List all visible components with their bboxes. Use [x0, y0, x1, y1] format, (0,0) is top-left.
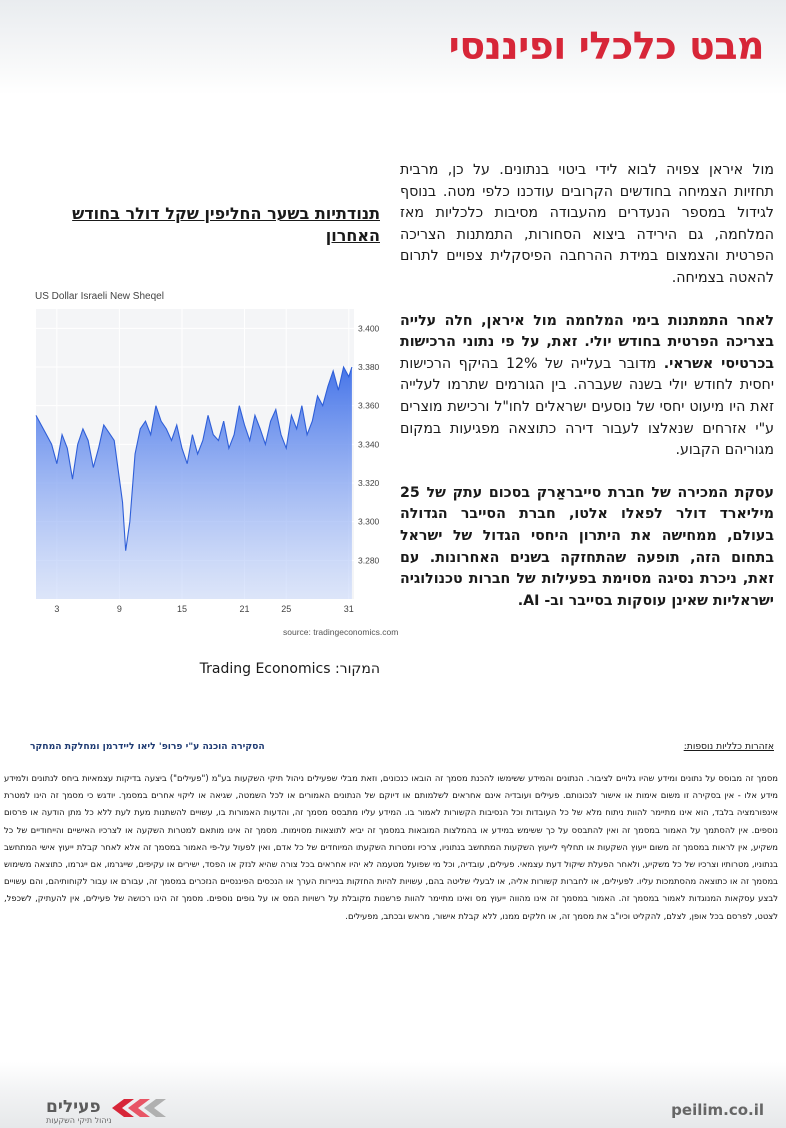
y-tick-label: 3.360 — [358, 400, 380, 411]
logo-chevron-icon — [112, 1099, 170, 1117]
article-paragraph-2-lead: לאחר התמתנות בימי המלחמה מול איראן, חלה עלייה בצריכה הפרטית בחודש יולי. זאת, על פי נתוני הרכישות בכרטיסי אשראי. — [400, 312, 775, 372]
x-tick-label: 3 — [54, 604, 60, 614]
y-tick-label: 3.400 — [358, 323, 380, 334]
peilim-logo[interactable] — [46, 1097, 176, 1125]
chart-source-label: המקור: Trading Economics — [199, 661, 380, 677]
prepared-by: הסקירה הוכנה ע"י פרופ' ליאו ליידרמן ומחלקת המחקר — [30, 741, 265, 752]
exchange-rate-chart — [30, 283, 399, 645]
x-tick-label: 9 — [116, 604, 122, 614]
logo-name: פעילים — [46, 1097, 101, 1117]
article-paragraph-2-body: מדובר בעלייה של 12% בהיקף הרכישות יחסית לחודש יולי בשנה שעברה. בין הגורמים שתרמו לעלייה זאת היו מיעוט יחסי של נוסעים ישראלים לחו"ל ורכישת מוצרים ע"י אזרחים שנאלצו לעבור דירה כתוצאה מפגיעות במקום מגוריהם הקבוע. — [400, 355, 774, 459]
article-paragraph-1: מול איראן צפויה לבוא לידי ביטוי בנתונים. על כן, מרבית תחזיות הצמיחה בחודשים הקרובים עודכנו כלפי מטה. בנוסף לגידול במספר הנעדרים מהעבודה מסיבות כלכליות מאז המלחמה, גם הירידה ביצוא הסחורות, התמתנות הצריכה הפרטית והצמצום במידת ההרחבה הפיסקלית צפויים לתרום להאטה בצמיחה. — [400, 162, 774, 286]
legal-disclaimer: מסמך זה מבוסס על נתונים ומידע שהיו גלויים לציבור. הנתונים והמידע ששימשו להכנת מסמך זה הובאו כנכונים, וזאת מבלי שפעילים ניהול תיקי השקעות בע"מ ("פעילים") ביצעה בדיקות עצמאיות ביחס לנתונים ולמידע מידע אלו - אין בסקירה זו משום אימות או אישור לנכונותם. פעילים ועובדיה אינם אחראים לשלמותם או דיוקם של הנתונים האמורים או לכל השמטה, שגיאה או ליקוי אחרים במסמך. יודגש כי מסמך זה הינו למטרת אינפורמציה בלבד, הוא אינו מתיימר להוות ניתוח מלא של כל העובדות וכל הנסיבות הקשורות לאמור בו. המידע עליו מתבסס מסמך זה, והדעות האמורות בו, עשויים להשתנות מעת לעת ללא כל מתן הודעה או פרסום נוספים. אין להסתמך על האמור במסמך זה ואין להתבסס על כך ששימש במידע או בהמלצות המובאות במסמך זה יביא לתוצאות מסוימות. מסמך זה אינו מותאם למטרות השקעה או לצרכיו האישיים והייחודיים של כל משקיע, אין לראות במסמך זה משום ייעוץ השקעות או תחליף לייעוץ השקעות המתחשב בנתוניו, צרכיו ומטרות השקעתו המיוחדים של כל אדם, ואין לפעול על-פי האמור במסמך זה אלא לאחר קבלת ייעוץ אישי המתחשב בנתוניו, מטרותיו וצרכיו של כל משקיע, ולאחר הפעלת שיקול דעת עצמאי. פעילים, עובדיה, וכל מי שפועל מטעמה לא יהיו אחראים בכל צורה שהיא לנזק או הפסד, ישירים או עקיפים, שייגרמו, אם ייגרמו, כתוצאה משימוש במסמך זה או כתוצאה מהסתמכות עליו. לפעילים, או לחברות קשורות אליה, או לבעלי שליטה בהם, עשויות להיות החזקות בניירות הערך או הנכסים הפיננסיים הנזכרים במסמך זה, עבורם או עבור לקוחותיהם, והם עשויים לבצע עסקאות המנוגדות לאמור במסמך זה. האמור במסמך זה אינו מהווה ייעוץ מס ואינו מתיימר להוות פרשנות מקובלת על רשויות המס או על גופים נוספים. מסמך זה הינו רכושה של פעילים, אין להעתיק, לשכפל, לצטט, לפרסם בכל אופן, לצלם, להקליט וכיו"ב את מסמך זה, או חלקים ממנו, ללא קבלת אישור, מראש ובכתב, מפעילים. — [4, 773, 778, 921]
logo-tagline: ניהול תיקי השקעות — [46, 1116, 112, 1125]
article-paragraph-3 — [400, 483, 774, 613]
disclaimers-link[interactable]: אזהרות כלליות נוספות: — [683, 741, 774, 752]
page-title: מבט כלכלי ופיננסי — [448, 24, 764, 68]
meta-row — [30, 741, 774, 757]
article-body — [400, 160, 774, 633]
y-tick-label: 3.320 — [358, 478, 380, 488]
y-tick-label: 3.300 — [358, 516, 380, 527]
x-tick-label: 31 — [343, 604, 354, 614]
chart-canvas — [30, 283, 399, 645]
y-tick-label: 3.380 — [358, 362, 380, 372]
chart-source: source: tradingeconomics.com — [283, 627, 399, 637]
chart-title: US Dollar Israeli New Sheqel — [35, 291, 164, 302]
article-paragraph-3-lead: עסקת המכירה של חברת סייבראַרק בסכום עתק של 25 מיליארד דולר לפאלו אלטו, חברת הסייבר הגדולה בעולם, ממחישה את היתרון היחסי הגדול של ישראל בתחום הזה, תופעה שהתחזקה בשנים האחרונות. עם זאת, ניכרת נסיגה מסוימת בפעילות של חברות טכנולוגיה ישראליות שאינן עוסקות בסייבר וב- AI. — [400, 484, 774, 609]
chart-heading: תנודתיות בשער החליפין שקל דולר בחודש האחרון — [72, 204, 380, 245]
y-tick-label: 3.340 — [358, 439, 380, 450]
x-tick-label: 21 — [239, 604, 250, 614]
x-tick-label: 25 — [281, 604, 292, 614]
y-tick-label: 3.280 — [358, 555, 380, 566]
x-tick-label: 15 — [176, 604, 187, 614]
article-paragraph-2 — [400, 311, 774, 462]
footer-url[interactable]: peilim.co.il — [671, 1101, 764, 1119]
